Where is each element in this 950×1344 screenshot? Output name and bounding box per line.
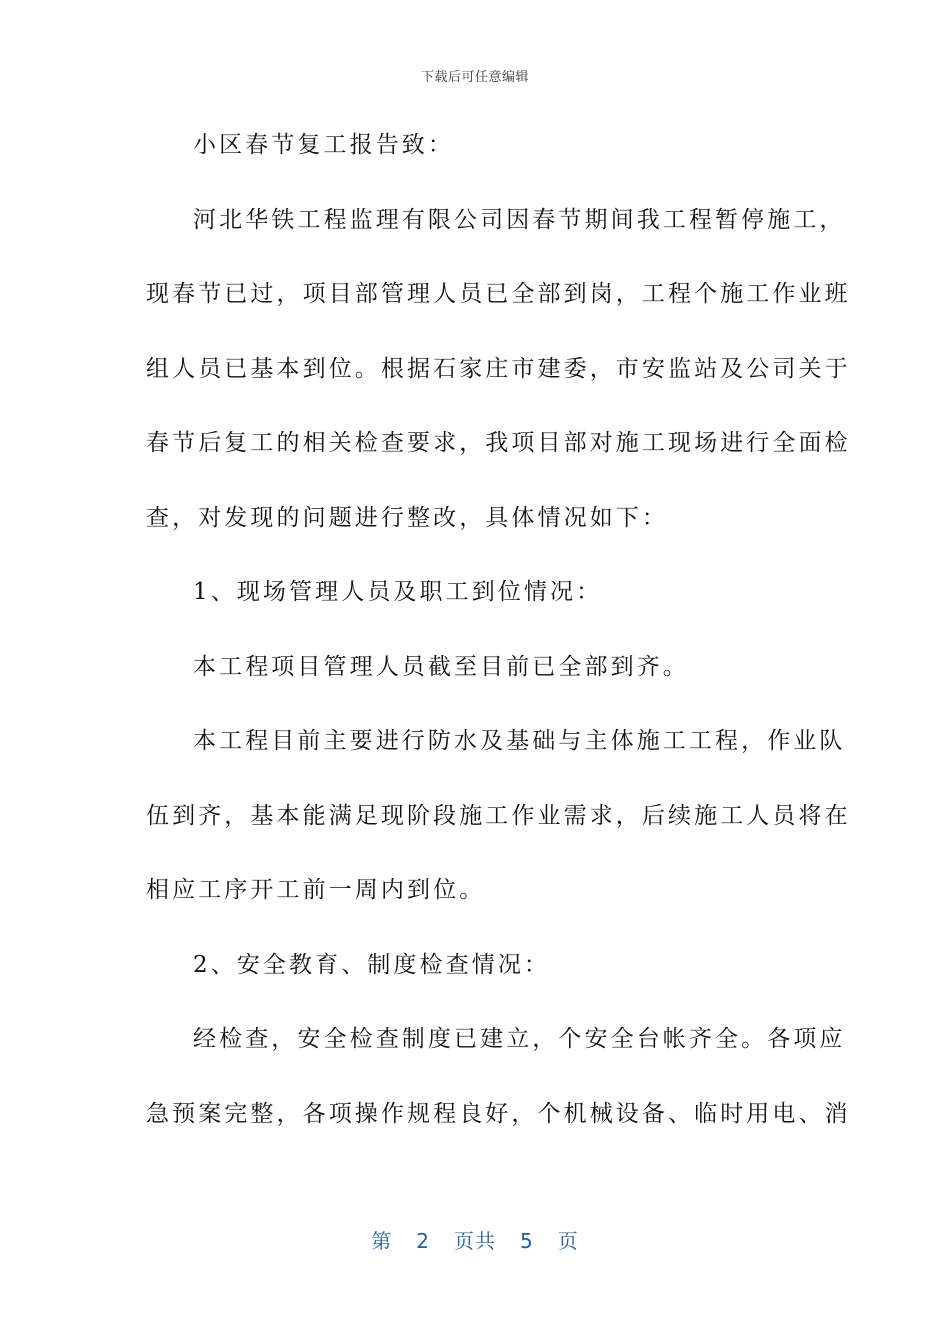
section-heading: 1、现场管理人员及职工到位情况： — [193, 579, 603, 605]
paragraph-line: 现春节已过，项目部管理人员已全部到岗，工程个施工作业班 — [146, 281, 851, 307]
current-page-number: 2 — [416, 1229, 430, 1253]
paragraph-line: 本工程目前主要进行防水及基础与主体施工工程，作业队 — [193, 728, 846, 754]
paragraph-line: 相应工序开工前一周内到位。 — [146, 877, 486, 903]
paragraph-line: 查，对发现的问题进行整改，具体情况如下： — [146, 505, 668, 531]
paragraph-line: 急预案完整，各项操作规程良好，个机械设备、临时用电、消 — [146, 1101, 851, 1127]
header-note: 下载后可任意编辑 — [420, 70, 529, 85]
paragraph-line: 伍到齐，基本能满足现阶段施工作业需求，后续施工人员将在 — [146, 803, 851, 829]
page-suffix: 页 — [557, 1229, 579, 1253]
paragraph-line: 春节后复工的相关检查要求，我项目部对施工现场进行全面检 — [146, 430, 851, 456]
paragraph-line: 本工程项目管理人员截至目前已全部到齐。 — [193, 654, 689, 680]
page-number-footer — [0, 1225, 950, 1254]
paragraph-line: 组人员已基本到位。根据石家庄市建委，市安监站及公司关于 — [146, 356, 851, 382]
paragraph-line: 河北华铁工程监理有限公司因春节期间我工程暂停施工， — [193, 207, 846, 233]
section-heading: 2、安全教育、制度检查情况： — [193, 952, 551, 978]
paragraph-line: 小区春节复工报告致： — [193, 132, 454, 158]
page-middle-text: 页共 — [454, 1229, 496, 1253]
paragraph-line: 经检查，安全检查制度已建立，个安全台帐齐全。各项应 — [193, 1026, 846, 1052]
total-pages-number: 5 — [520, 1229, 534, 1253]
page-prefix: 第 — [371, 1229, 393, 1253]
